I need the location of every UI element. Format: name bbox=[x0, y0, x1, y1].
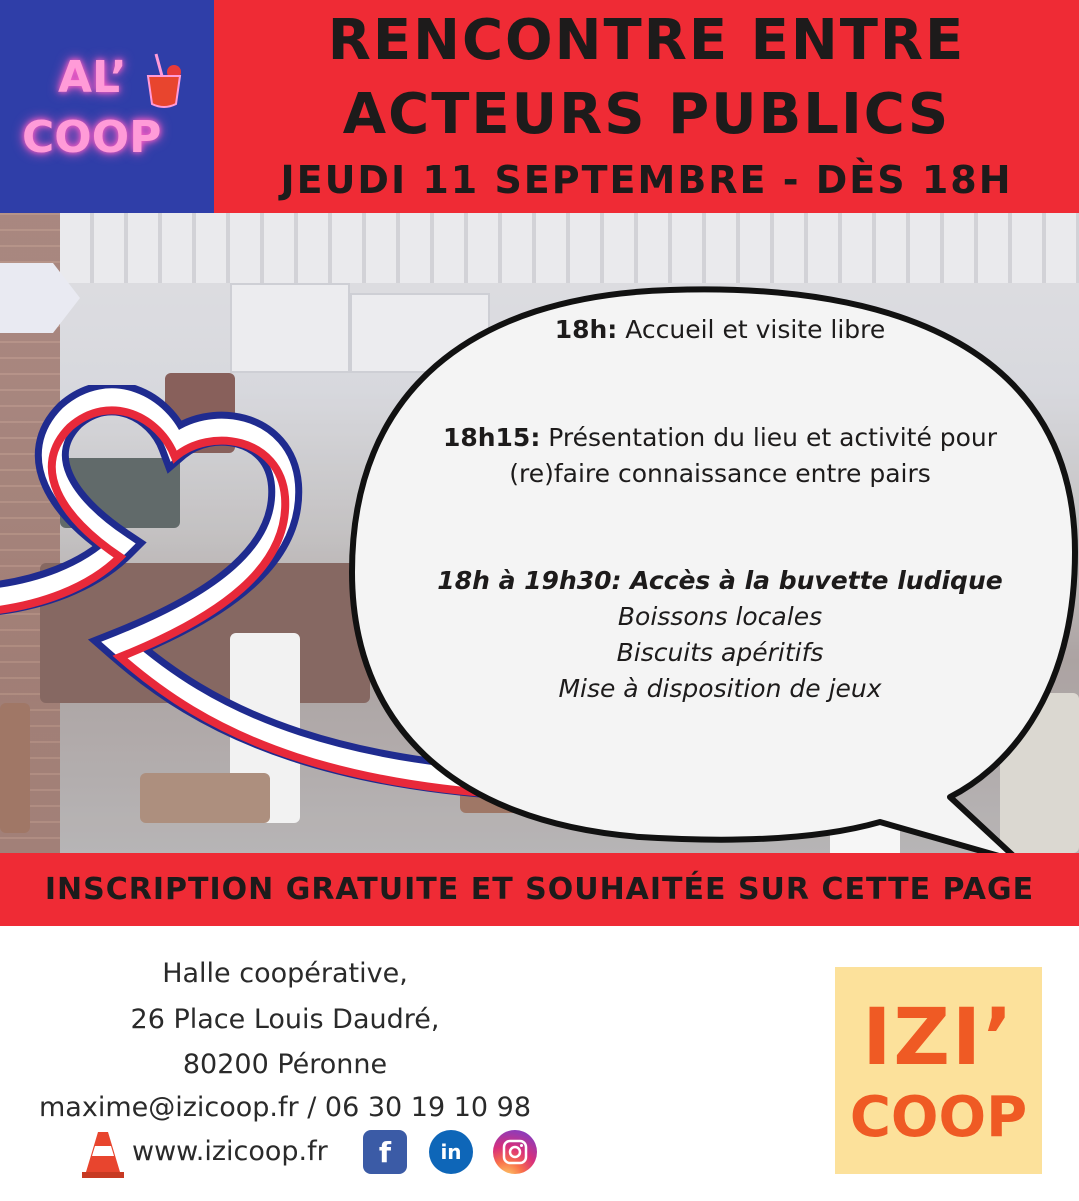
website-link[interactable]: www.izicoop.fr bbox=[132, 1136, 328, 1167]
izicoop-logo bbox=[835, 967, 1042, 1174]
program-item-2-text-line2: (re)faire connaissance entre pairs bbox=[509, 459, 931, 488]
address-line-2: 26 Place Louis Daudré, bbox=[130, 1004, 440, 1035]
alcoop-logo bbox=[0, 0, 214, 213]
address-line-3: 80200 Péronne bbox=[182, 1049, 388, 1080]
program-item-3-title: 18h à 19h30: Accès à la buvette ludique bbox=[437, 566, 1003, 595]
program-item-3-detail: Mise à disposition de jeux bbox=[558, 674, 882, 703]
program-item-1-time: 18h: bbox=[554, 315, 618, 344]
program-item-2-time: 18h15: bbox=[442, 423, 541, 452]
instagram-icon[interactable] bbox=[493, 1130, 537, 1174]
contact-info[interactable]: maxime@izicoop.fr / 06 30 19 10 98 bbox=[39, 1092, 531, 1123]
registration-text[interactable]: INSCRIPTION GRATUITE ET SOUHAITÉE SUR CETTE PAGE bbox=[44, 872, 1035, 907]
instagram-glyph-icon bbox=[502, 1139, 528, 1165]
izicoop-logo-line1: IZI’ bbox=[862, 993, 1015, 1083]
program-item-2 bbox=[360, 420, 1079, 492]
title-line-2: ACTEURS PUBLICS bbox=[342, 82, 951, 147]
program-item-3-detail: Biscuits apéritifs bbox=[616, 638, 824, 667]
cocktail-cup-icon bbox=[140, 50, 188, 110]
program-item-1 bbox=[360, 312, 1079, 348]
program-item-1-text: Accueil et visite libre bbox=[617, 315, 886, 344]
facebook-icon[interactable]: f bbox=[363, 1130, 407, 1174]
address-line-1: Halle coopérative, bbox=[162, 958, 408, 989]
linkedin-icon[interactable]: in bbox=[429, 1130, 473, 1174]
alcoop-logo-line1: AL’ bbox=[58, 52, 127, 103]
program-item-3-detail: Boissons locales bbox=[617, 602, 823, 631]
alcoop-logo-line2: COOP bbox=[22, 112, 162, 163]
izicoop-logo-line2: COOP bbox=[849, 1085, 1028, 1150]
program-item-3 bbox=[360, 563, 1079, 707]
event-date: JEUDI 11 SEPTEMBRE - DÈS 18H bbox=[280, 158, 1013, 202]
program-item-2-text: Présentation du lieu et activité pour bbox=[540, 423, 998, 452]
registration-link-banner[interactable] bbox=[0, 853, 1079, 926]
title-line-1: RENCONTRE ENTRE bbox=[327, 8, 966, 73]
traffic-cone-icon bbox=[80, 1128, 126, 1180]
header-banner bbox=[214, 0, 1079, 213]
